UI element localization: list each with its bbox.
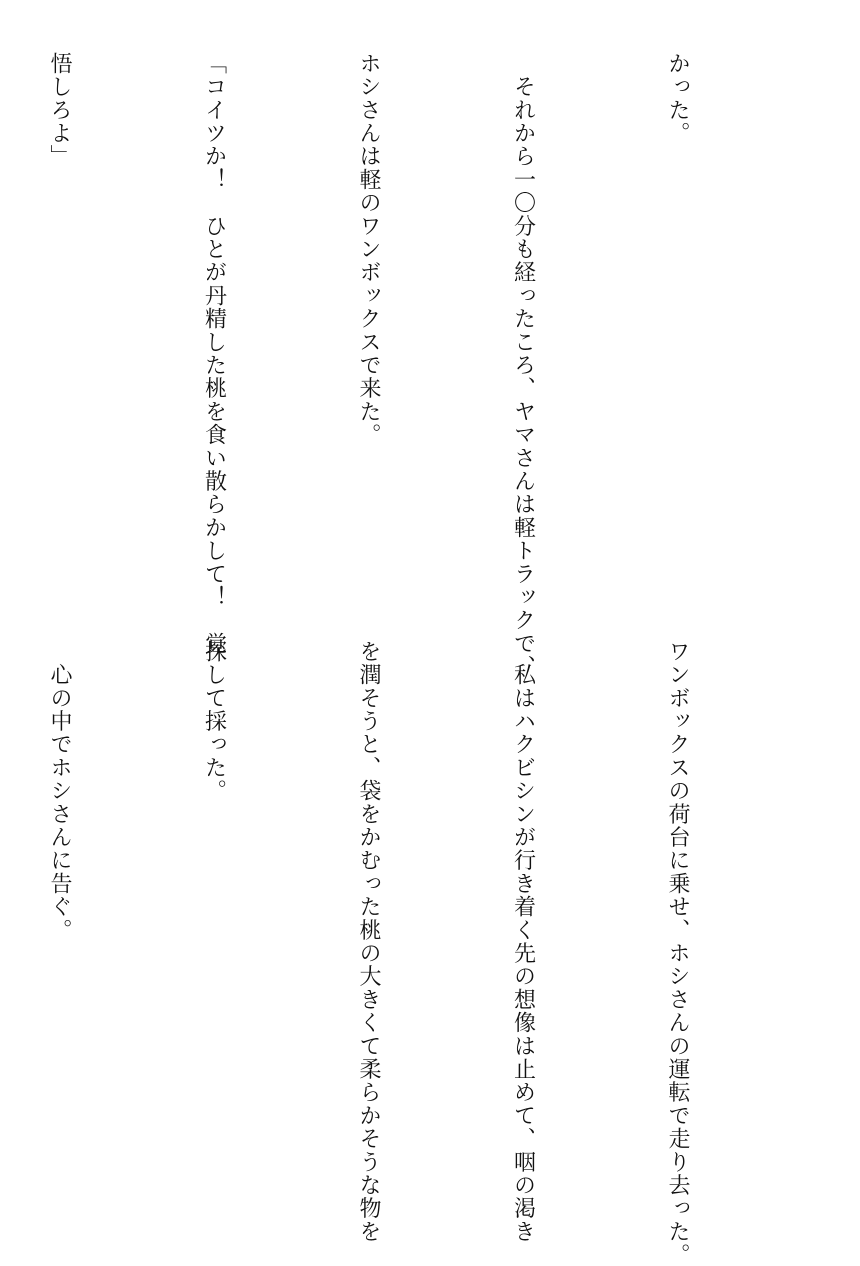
text-line: ホシさんは軽のワンボックスで来た。 xyxy=(356,52,381,447)
text-line: ワンボックスの荷台に乗せ、ホシさんの運転で走り去った。 xyxy=(665,640,690,1266)
text-line: かった。 xyxy=(665,52,690,145)
text-line: を潤そうと、袋をかむった桃の大きくて柔らかそうな物を xyxy=(356,640,381,1244)
text-line: 心の中でホシさんに告ぐ。 xyxy=(47,640,72,942)
text-line: 探して採った。 xyxy=(201,640,227,803)
text-line: それから一〇分も経ったころ、ヤマさんは軽トラックで、 xyxy=(510,52,536,679)
text-column-block-top xyxy=(46,52,806,679)
text-column-block-bottom xyxy=(47,640,806,1266)
text-line: 「コイツか！ ひとが丹精した桃を食い散らかして！ 覚 xyxy=(201,52,227,656)
text-line: 私はハクビシンが行き着く先の想像は止めて、咽の渇き xyxy=(510,640,536,1244)
text-line: 悟しろよ」 xyxy=(47,52,72,168)
